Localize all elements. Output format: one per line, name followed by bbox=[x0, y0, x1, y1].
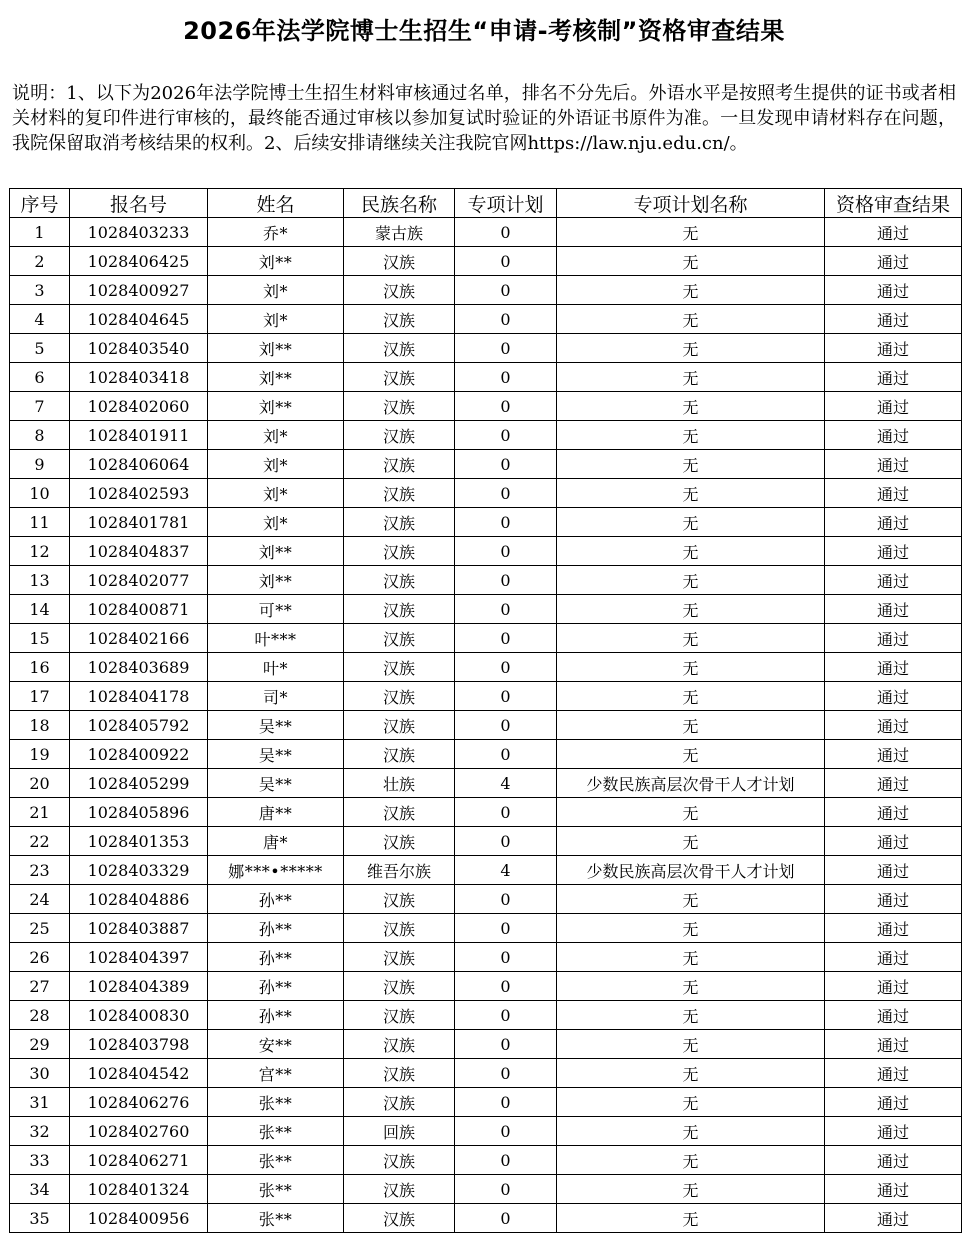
cell-name: 张** bbox=[208, 1204, 344, 1233]
header-special-plan-name: 专项计划名称 bbox=[557, 189, 825, 218]
cell-no: 1 bbox=[10, 218, 70, 247]
cell-review-result: 通过 bbox=[825, 450, 962, 479]
cell-name: 孙** bbox=[208, 914, 344, 943]
cell-special-plan-name: 无 bbox=[557, 972, 825, 1001]
cell-name: 乔* bbox=[208, 218, 344, 247]
cell-special-plan-name: 无 bbox=[557, 1001, 825, 1030]
cell-special-plan-name: 无 bbox=[557, 305, 825, 334]
cell-review-result: 通过 bbox=[825, 595, 962, 624]
cell-no: 25 bbox=[10, 914, 70, 943]
table-row bbox=[10, 1175, 962, 1204]
cell-registration-number: 1028402593 bbox=[70, 479, 208, 508]
cell-ethnicity: 汉族 bbox=[344, 305, 455, 334]
cell-registration-number: 1028403798 bbox=[70, 1030, 208, 1059]
cell-no: 2 bbox=[10, 247, 70, 276]
cell-name: 孙** bbox=[208, 885, 344, 914]
cell-review-result: 通过 bbox=[825, 305, 962, 334]
cell-name: 刘** bbox=[208, 334, 344, 363]
table-row bbox=[10, 624, 962, 653]
cell-name: 安** bbox=[208, 1030, 344, 1059]
cell-special-plan-name: 无 bbox=[557, 1117, 825, 1146]
cell-registration-number: 1028400830 bbox=[70, 1001, 208, 1030]
cell-name: 吴** bbox=[208, 740, 344, 769]
cell-no: 30 bbox=[10, 1059, 70, 1088]
table-row bbox=[10, 305, 962, 334]
cell-name: 刘** bbox=[208, 392, 344, 421]
cell-no: 35 bbox=[10, 1204, 70, 1233]
cell-special-plan-name: 无 bbox=[557, 1175, 825, 1204]
cell-no: 3 bbox=[10, 276, 70, 305]
table-row bbox=[10, 392, 962, 421]
cell-ethnicity: 汉族 bbox=[344, 682, 455, 711]
cell-no: 27 bbox=[10, 972, 70, 1001]
cell-special-plan: 0 bbox=[455, 1204, 557, 1233]
cell-registration-number: 1028400871 bbox=[70, 595, 208, 624]
cell-review-result: 通过 bbox=[825, 740, 962, 769]
cell-registration-number: 1028406064 bbox=[70, 450, 208, 479]
cell-special-plan-name: 无 bbox=[557, 624, 825, 653]
table-row bbox=[10, 1001, 962, 1030]
cell-review-result: 通过 bbox=[825, 1175, 962, 1204]
notice-text: 说明：1、以下为2026年法学院博士生招生材料审核通过名单，排名不分先后。外语水平是按照考生提供的证书或者相关材料的复印件进行审核的，最终能否通过审核以参加复试时验证的外语证书原件为准。一旦发现申请材料存在问题，我院保留取消考核结果的权利。2、后续安排请继续关注我院官网https://law.nju.edu.cn/。 bbox=[12, 83, 956, 154]
cell-special-plan-name: 无 bbox=[557, 653, 825, 682]
cell-special-plan: 0 bbox=[455, 595, 557, 624]
cell-special-plan-name: 无 bbox=[557, 450, 825, 479]
cell-special-plan-name: 无 bbox=[557, 943, 825, 972]
cell-ethnicity: 汉族 bbox=[344, 943, 455, 972]
table-row bbox=[10, 1030, 962, 1059]
table-row bbox=[10, 334, 962, 363]
cell-no: 26 bbox=[10, 943, 70, 972]
header-review-result: 资格审查结果 bbox=[825, 189, 962, 218]
cell-registration-number: 1028402060 bbox=[70, 392, 208, 421]
cell-special-plan-name: 无 bbox=[557, 740, 825, 769]
cell-name: 叶* bbox=[208, 653, 344, 682]
table-body bbox=[10, 218, 962, 1233]
cell-review-result: 通过 bbox=[825, 363, 962, 392]
cell-special-plan: 0 bbox=[455, 1175, 557, 1204]
cell-special-plan-name: 无 bbox=[557, 682, 825, 711]
cell-special-plan: 0 bbox=[455, 943, 557, 972]
cell-special-plan-name: 无 bbox=[557, 711, 825, 740]
cell-name: 张** bbox=[208, 1088, 344, 1117]
cell-special-plan: 0 bbox=[455, 247, 557, 276]
cell-review-result: 通过 bbox=[825, 1059, 962, 1088]
cell-review-result: 通过 bbox=[825, 566, 962, 595]
cell-review-result: 通过 bbox=[825, 479, 962, 508]
cell-no: 11 bbox=[10, 508, 70, 537]
cell-ethnicity: 蒙古族 bbox=[344, 218, 455, 247]
table-row bbox=[10, 972, 962, 1001]
cell-ethnicity: 汉族 bbox=[344, 1030, 455, 1059]
cell-no: 16 bbox=[10, 653, 70, 682]
cell-ethnicity: 汉族 bbox=[344, 1204, 455, 1233]
cell-special-plan: 0 bbox=[455, 827, 557, 856]
cell-ethnicity: 汉族 bbox=[344, 595, 455, 624]
cell-special-plan-name: 无 bbox=[557, 363, 825, 392]
cell-review-result: 通过 bbox=[825, 1001, 962, 1030]
cell-special-plan-name: 无 bbox=[557, 1030, 825, 1059]
cell-registration-number: 1028400956 bbox=[70, 1204, 208, 1233]
cell-ethnicity: 汉族 bbox=[344, 827, 455, 856]
cell-ethnicity: 汉族 bbox=[344, 653, 455, 682]
cell-name: 张** bbox=[208, 1146, 344, 1175]
cell-ethnicity: 汉族 bbox=[344, 624, 455, 653]
cell-special-plan-name: 无 bbox=[557, 537, 825, 566]
cell-name: 刘** bbox=[208, 363, 344, 392]
cell-ethnicity: 汉族 bbox=[344, 1088, 455, 1117]
table-row bbox=[10, 218, 962, 247]
cell-registration-number: 1028401353 bbox=[70, 827, 208, 856]
cell-registration-number: 1028401911 bbox=[70, 421, 208, 450]
cell-no: 5 bbox=[10, 334, 70, 363]
cell-registration-number: 1028404886 bbox=[70, 885, 208, 914]
cell-special-plan: 0 bbox=[455, 624, 557, 653]
cell-review-result: 通过 bbox=[825, 508, 962, 537]
cell-name: 司* bbox=[208, 682, 344, 711]
cell-registration-number: 1028402760 bbox=[70, 1117, 208, 1146]
cell-special-plan: 0 bbox=[455, 334, 557, 363]
cell-review-result: 通过 bbox=[825, 421, 962, 450]
cell-special-plan-name: 无 bbox=[557, 827, 825, 856]
cell-name: 刘** bbox=[208, 537, 344, 566]
cell-registration-number: 1028403689 bbox=[70, 653, 208, 682]
cell-review-result: 通过 bbox=[825, 914, 962, 943]
cell-ethnicity: 汉族 bbox=[344, 1001, 455, 1030]
cell-ethnicity: 汉族 bbox=[344, 247, 455, 276]
cell-name: 张** bbox=[208, 1175, 344, 1204]
table-row bbox=[10, 450, 962, 479]
table-row bbox=[10, 653, 962, 682]
table-row bbox=[10, 740, 962, 769]
table-row bbox=[10, 1204, 962, 1233]
cell-review-result: 通过 bbox=[825, 885, 962, 914]
cell-ethnicity: 汉族 bbox=[344, 798, 455, 827]
cell-review-result: 通过 bbox=[825, 1204, 962, 1233]
cell-special-plan-name: 无 bbox=[557, 334, 825, 363]
cell-no: 32 bbox=[10, 1117, 70, 1146]
cell-registration-number: 1028406271 bbox=[70, 1146, 208, 1175]
table-row bbox=[10, 856, 962, 885]
cell-name: 娜***•***** bbox=[208, 856, 344, 885]
cell-special-plan: 0 bbox=[455, 566, 557, 595]
cell-no: 33 bbox=[10, 1146, 70, 1175]
cell-special-plan: 4 bbox=[455, 769, 557, 798]
cell-special-plan: 0 bbox=[455, 798, 557, 827]
cell-no: 10 bbox=[10, 479, 70, 508]
cell-review-result: 通过 bbox=[825, 972, 962, 1001]
cell-no: 19 bbox=[10, 740, 70, 769]
cell-special-plan-name: 无 bbox=[557, 914, 825, 943]
cell-no: 8 bbox=[10, 421, 70, 450]
cell-name: 刘** bbox=[208, 566, 344, 595]
cell-review-result: 通过 bbox=[825, 537, 962, 566]
cell-no: 6 bbox=[10, 363, 70, 392]
cell-review-result: 通过 bbox=[825, 682, 962, 711]
cell-review-result: 通过 bbox=[825, 943, 962, 972]
cell-review-result: 通过 bbox=[825, 827, 962, 856]
table-row bbox=[10, 711, 962, 740]
cell-special-plan-name: 无 bbox=[557, 218, 825, 247]
cell-ethnicity: 回族 bbox=[344, 1117, 455, 1146]
cell-special-plan-name: 无 bbox=[557, 508, 825, 537]
header-no: 序号 bbox=[10, 189, 70, 218]
cell-ethnicity: 汉族 bbox=[344, 537, 455, 566]
cell-special-plan: 0 bbox=[455, 363, 557, 392]
cell-review-result: 通过 bbox=[825, 334, 962, 363]
cell-name: 吴** bbox=[208, 711, 344, 740]
header-registration-number: 报名号 bbox=[70, 189, 208, 218]
cell-no: 15 bbox=[10, 624, 70, 653]
cell-ethnicity: 汉族 bbox=[344, 914, 455, 943]
cell-no: 13 bbox=[10, 566, 70, 595]
cell-review-result: 通过 bbox=[825, 392, 962, 421]
cell-registration-number: 1028405299 bbox=[70, 769, 208, 798]
cell-special-plan: 0 bbox=[455, 1059, 557, 1088]
cell-name: 可** bbox=[208, 595, 344, 624]
table-row bbox=[10, 1146, 962, 1175]
cell-registration-number: 1028404397 bbox=[70, 943, 208, 972]
cell-registration-number: 1028405792 bbox=[70, 711, 208, 740]
cell-special-plan-name: 无 bbox=[557, 885, 825, 914]
cell-no: 28 bbox=[10, 1001, 70, 1030]
cell-ethnicity: 汉族 bbox=[344, 1059, 455, 1088]
cell-review-result: 通过 bbox=[825, 276, 962, 305]
cell-special-plan: 4 bbox=[455, 856, 557, 885]
table-row bbox=[10, 247, 962, 276]
table-row bbox=[10, 943, 962, 972]
cell-no: 34 bbox=[10, 1175, 70, 1204]
cell-ethnicity: 维吾尔族 bbox=[344, 856, 455, 885]
cell-special-plan-name: 少数民族高层次骨干人才计划 bbox=[557, 856, 825, 885]
cell-special-plan-name: 无 bbox=[557, 421, 825, 450]
cell-special-plan: 0 bbox=[455, 972, 557, 1001]
cell-no: 20 bbox=[10, 769, 70, 798]
cell-ethnicity: 汉族 bbox=[344, 508, 455, 537]
cell-registration-number: 1028403329 bbox=[70, 856, 208, 885]
cell-registration-number: 1028404178 bbox=[70, 682, 208, 711]
cell-review-result: 通过 bbox=[825, 624, 962, 653]
cell-special-plan: 0 bbox=[455, 1001, 557, 1030]
table-row bbox=[10, 885, 962, 914]
header-ethnicity: 民族名称 bbox=[344, 189, 455, 218]
cell-special-plan-name: 无 bbox=[557, 276, 825, 305]
cell-name: 刘* bbox=[208, 450, 344, 479]
cell-registration-number: 1028402077 bbox=[70, 566, 208, 595]
cell-review-result: 通过 bbox=[825, 653, 962, 682]
page-title: 2026年法学院博士生招生“申请-考核制”资格审查结果 bbox=[183, 17, 785, 45]
cell-ethnicity: 汉族 bbox=[344, 1175, 455, 1204]
cell-registration-number: 1028400927 bbox=[70, 276, 208, 305]
cell-ethnicity: 汉族 bbox=[344, 479, 455, 508]
cell-special-plan-name: 无 bbox=[557, 798, 825, 827]
cell-review-result: 通过 bbox=[825, 856, 962, 885]
cell-registration-number: 1028406276 bbox=[70, 1088, 208, 1117]
cell-name: 张** bbox=[208, 1117, 344, 1146]
cell-registration-number: 1028404645 bbox=[70, 305, 208, 334]
cell-review-result: 通过 bbox=[825, 1117, 962, 1146]
cell-ethnicity: 汉族 bbox=[344, 972, 455, 1001]
cell-special-plan-name: 无 bbox=[557, 595, 825, 624]
cell-special-plan-name: 无 bbox=[557, 566, 825, 595]
cell-registration-number: 1028401781 bbox=[70, 508, 208, 537]
cell-no: 4 bbox=[10, 305, 70, 334]
cell-no: 7 bbox=[10, 392, 70, 421]
cell-special-plan: 0 bbox=[455, 740, 557, 769]
cell-review-result: 通过 bbox=[825, 711, 962, 740]
cell-special-plan: 0 bbox=[455, 885, 557, 914]
cell-no: 14 bbox=[10, 595, 70, 624]
cell-registration-number: 1028404542 bbox=[70, 1059, 208, 1088]
cell-name: 孙** bbox=[208, 1001, 344, 1030]
cell-special-plan-name: 无 bbox=[557, 392, 825, 421]
table-row bbox=[10, 1088, 962, 1117]
cell-special-plan: 0 bbox=[455, 1030, 557, 1059]
cell-registration-number: 1028404389 bbox=[70, 972, 208, 1001]
table-row bbox=[10, 682, 962, 711]
cell-name: 刘* bbox=[208, 508, 344, 537]
table-header-row bbox=[10, 189, 962, 218]
cell-ethnicity: 汉族 bbox=[344, 450, 455, 479]
cell-special-plan-name: 无 bbox=[557, 247, 825, 276]
cell-name: 孙** bbox=[208, 972, 344, 1001]
table-row bbox=[10, 1117, 962, 1146]
cell-no: 22 bbox=[10, 827, 70, 856]
table-row bbox=[10, 537, 962, 566]
table-row bbox=[10, 914, 962, 943]
cell-special-plan: 0 bbox=[455, 1146, 557, 1175]
cell-special-plan-name: 无 bbox=[557, 479, 825, 508]
cell-registration-number: 1028401324 bbox=[70, 1175, 208, 1204]
cell-ethnicity: 汉族 bbox=[344, 363, 455, 392]
cell-name: 唐** bbox=[208, 798, 344, 827]
table-row bbox=[10, 421, 962, 450]
cell-review-result: 通过 bbox=[825, 247, 962, 276]
cell-special-plan: 0 bbox=[455, 682, 557, 711]
table-row bbox=[10, 363, 962, 392]
cell-name: 叶*** bbox=[208, 624, 344, 653]
cell-name: 宫** bbox=[208, 1059, 344, 1088]
cell-special-plan: 0 bbox=[455, 479, 557, 508]
cell-ethnicity: 汉族 bbox=[344, 276, 455, 305]
cell-ethnicity: 汉族 bbox=[344, 1146, 455, 1175]
cell-ethnicity: 汉族 bbox=[344, 885, 455, 914]
cell-registration-number: 1028403418 bbox=[70, 363, 208, 392]
cell-no: 24 bbox=[10, 885, 70, 914]
cell-ethnicity: 汉族 bbox=[344, 740, 455, 769]
cell-no: 12 bbox=[10, 537, 70, 566]
cell-review-result: 通过 bbox=[825, 1030, 962, 1059]
cell-no: 18 bbox=[10, 711, 70, 740]
cell-no: 29 bbox=[10, 1030, 70, 1059]
cell-review-result: 通过 bbox=[825, 218, 962, 247]
cell-no: 9 bbox=[10, 450, 70, 479]
cell-special-plan: 0 bbox=[455, 276, 557, 305]
table-row bbox=[10, 508, 962, 537]
cell-ethnicity: 汉族 bbox=[344, 421, 455, 450]
cell-no: 21 bbox=[10, 798, 70, 827]
cell-special-plan: 0 bbox=[455, 392, 557, 421]
cell-no: 31 bbox=[10, 1088, 70, 1117]
cell-special-plan: 0 bbox=[455, 914, 557, 943]
cell-special-plan: 0 bbox=[455, 711, 557, 740]
table-row bbox=[10, 769, 962, 798]
cell-special-plan: 0 bbox=[455, 1088, 557, 1117]
cell-review-result: 通过 bbox=[825, 1088, 962, 1117]
cell-ethnicity: 汉族 bbox=[344, 566, 455, 595]
cell-special-plan-name: 无 bbox=[557, 1204, 825, 1233]
header-special-plan: 专项计划 bbox=[455, 189, 557, 218]
cell-name: 孙** bbox=[208, 943, 344, 972]
cell-special-plan-name: 无 bbox=[557, 1088, 825, 1117]
table-row bbox=[10, 566, 962, 595]
cell-special-plan-name: 无 bbox=[557, 1059, 825, 1088]
table-row bbox=[10, 479, 962, 508]
cell-ethnicity: 汉族 bbox=[344, 334, 455, 363]
table-row bbox=[10, 1059, 962, 1088]
cell-review-result: 通过 bbox=[825, 1146, 962, 1175]
cell-special-plan: 0 bbox=[455, 653, 557, 682]
cell-name: 刘* bbox=[208, 305, 344, 334]
cell-registration-number: 1028405896 bbox=[70, 798, 208, 827]
cell-name: 唐* bbox=[208, 827, 344, 856]
cell-ethnicity: 汉族 bbox=[344, 711, 455, 740]
cell-review-result: 通过 bbox=[825, 769, 962, 798]
results-table bbox=[9, 188, 962, 1233]
cell-ethnicity: 汉族 bbox=[344, 392, 455, 421]
header-name: 姓名 bbox=[208, 189, 344, 218]
cell-review-result: 通过 bbox=[825, 798, 962, 827]
cell-ethnicity: 壮族 bbox=[344, 769, 455, 798]
cell-registration-number: 1028404837 bbox=[70, 537, 208, 566]
cell-special-plan: 0 bbox=[455, 218, 557, 247]
cell-registration-number: 1028403887 bbox=[70, 914, 208, 943]
cell-special-plan-name: 少数民族高层次骨干人才计划 bbox=[557, 769, 825, 798]
cell-name: 刘* bbox=[208, 276, 344, 305]
table-row bbox=[10, 595, 962, 624]
cell-no: 17 bbox=[10, 682, 70, 711]
cell-registration-number: 1028403233 bbox=[70, 218, 208, 247]
cell-special-plan: 0 bbox=[455, 421, 557, 450]
cell-name: 刘* bbox=[208, 421, 344, 450]
cell-name: 刘* bbox=[208, 479, 344, 508]
cell-name: 刘** bbox=[208, 247, 344, 276]
cell-registration-number: 1028406425 bbox=[70, 247, 208, 276]
table-row bbox=[10, 798, 962, 827]
cell-registration-number: 1028402166 bbox=[70, 624, 208, 653]
cell-special-plan: 0 bbox=[455, 1117, 557, 1146]
table-row bbox=[10, 827, 962, 856]
cell-special-plan: 0 bbox=[455, 305, 557, 334]
cell-special-plan-name: 无 bbox=[557, 1146, 825, 1175]
cell-special-plan: 0 bbox=[455, 508, 557, 537]
table-row bbox=[10, 276, 962, 305]
cell-special-plan: 0 bbox=[455, 537, 557, 566]
cell-no: 23 bbox=[10, 856, 70, 885]
cell-name: 吴** bbox=[208, 769, 344, 798]
cell-special-plan: 0 bbox=[455, 450, 557, 479]
cell-registration-number: 1028403540 bbox=[70, 334, 208, 363]
cell-registration-number: 1028400922 bbox=[70, 740, 208, 769]
